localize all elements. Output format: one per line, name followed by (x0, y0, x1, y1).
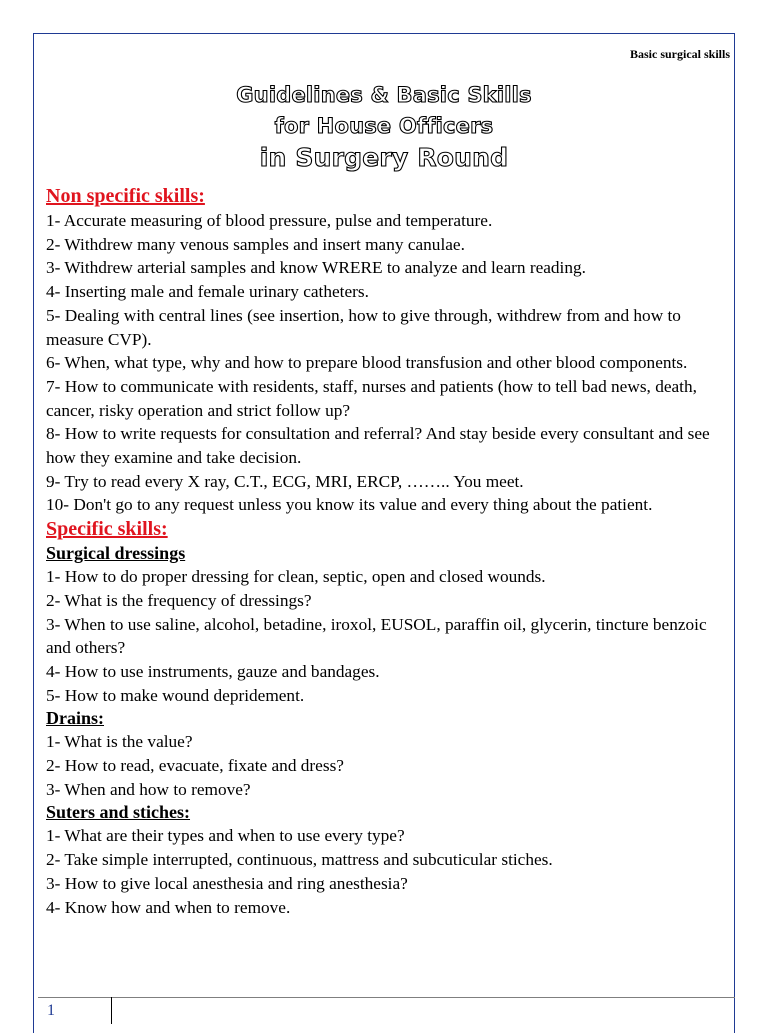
list-item: 9- Try to read every X ray, C.T., ECG, MRI, ERCP, …….. You meet. (46, 471, 524, 491)
list-item: 5- How to make wound depridement. (46, 685, 305, 705)
list-item: 4- How to use instruments, gauze and bandages. (46, 661, 380, 681)
list-item: 6- When, what type, why and how to prepare blood transfusion and other blood components. (46, 353, 688, 373)
list-item: 3- When to use saline, alcohol, betadine, iroxol, EUSOL, paraffin oil, glycerin, tincture benzoic and others? (46, 614, 707, 658)
drains-heading: Drains: (46, 708, 104, 729)
list-item: 1- What are their types and when to use every type? (46, 826, 405, 846)
title-line-3: in Surgery Round (259, 143, 509, 172)
title-line-1: Guidelines & Basic Skills (236, 83, 532, 107)
list-item: 2- How to read, evacuate, fixate and dress? (46, 756, 344, 776)
list-item: 2- Withdrew many venous samples and insert many canulae. (46, 234, 465, 254)
list-item: 2- What is the frequency of dressings? (46, 590, 312, 610)
list-item: 1- Accurate measuring of blood pressure, pulse and temperature. (46, 211, 493, 230)
running-header: Basic surgical skills (629, 47, 730, 61)
list-item: 7- How to communicate with residents, staff, nurses and patients (how to tell bad news, death, cancer, risky operation and strict follow up? (46, 376, 697, 420)
list-item: 3- When and how to remove? (46, 779, 251, 799)
document-body (46, 184, 726, 919)
list-item: 4- Know how and when to remove. (46, 897, 291, 917)
non-specific-heading: Non specific skills: (46, 185, 205, 207)
document-title (0, 80, 768, 173)
footer-rule (38, 997, 735, 998)
list-item: 4- Inserting male and female urinary catheters. (46, 282, 369, 302)
footer-divider (111, 997, 112, 1024)
sutures-heading: Suters and stiches: (46, 802, 191, 823)
list-item: 5- Dealing with central lines (see insertion, how to give through, withdrew from and how to measure CVP). (46, 305, 681, 349)
list-item: 3- How to give local anesthesia and ring anesthesia? (46, 873, 408, 893)
dressings-heading: Surgical dressings (46, 543, 186, 564)
specific-heading: Specific skills: (46, 518, 168, 541)
list-item: 1- What is the value? (46, 732, 193, 752)
list-item: 3- Withdrew arterial samples and know WRERE to analyze and learn reading. (46, 258, 586, 278)
list-item: 2- Take simple interrupted, continuous, mattress and subcuticular stiches. (46, 850, 553, 870)
title-line-2: for House Officers (274, 114, 494, 138)
page-number: 1 (47, 1002, 55, 1019)
list-item: 8- How to write requests for consultation and referral? And stay beside every consultant and see how they examine and take decision. (46, 424, 710, 468)
list-item: 1- How to do proper dressing for clean, septic, open and closed wounds. (46, 567, 546, 587)
list-item: 10- Don't go to any request unless you know its value and every thing about the patient. (46, 495, 653, 515)
